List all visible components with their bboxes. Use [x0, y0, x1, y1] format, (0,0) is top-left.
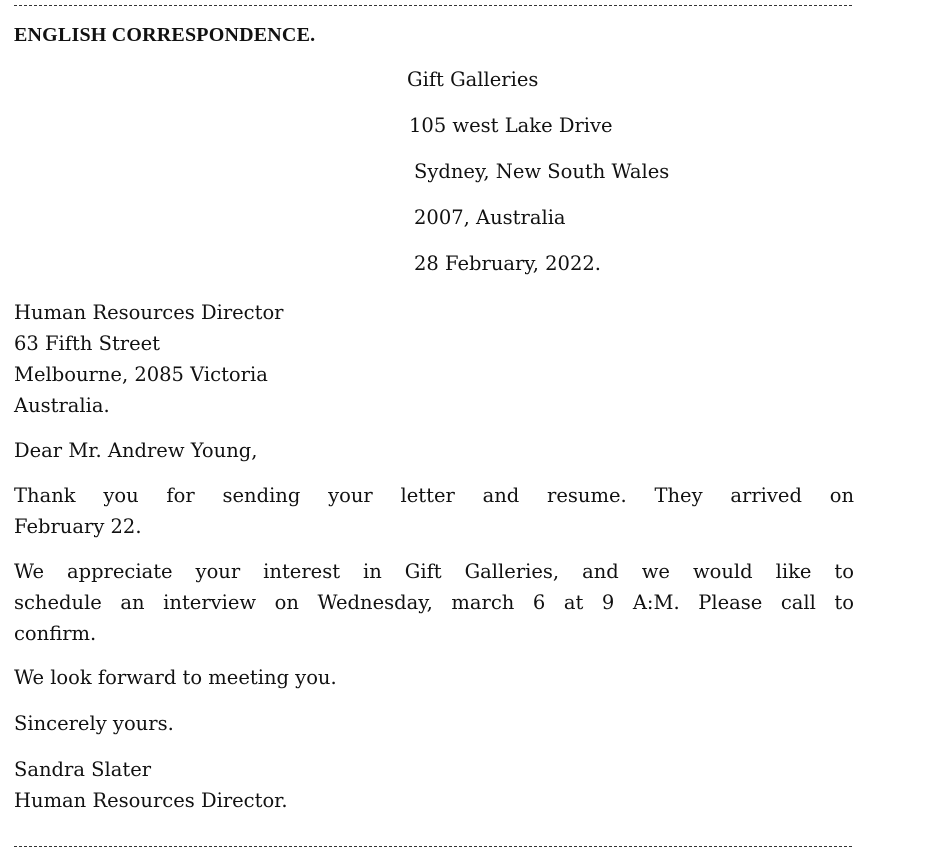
recipient-title: Human Resources Director	[14, 301, 284, 324]
sender-company: Gift Galleries	[407, 68, 539, 91]
signature-name: Sandra Slater	[14, 758, 152, 781]
salutation: Dear Mr. Andrew Young,	[14, 439, 258, 462]
document-heading: ENGLISH CORRESPONDENCE.	[14, 24, 316, 46]
sender-address-block	[407, 66, 669, 296]
top-dashed-divider	[14, 5, 852, 6]
signature-block	[14, 754, 854, 816]
recipient-address-block	[14, 297, 284, 421]
body-paragraph-2-line-2: schedule an interview on Wednesday, march 6 at 9 A:M. Please call to	[14, 591, 854, 614]
letter-date: 28 February, 2022.	[414, 252, 601, 275]
closing: Sincerely yours.	[14, 712, 174, 735]
body-paragraph-1-line-1: Thank you for sending your letter and resume. They arrived on	[14, 484, 854, 507]
bottom-dashed-divider	[14, 846, 852, 847]
recipient-country: Australia.	[14, 394, 110, 417]
recipient-city: Melbourne, 2085 Victoria	[14, 363, 268, 386]
body-paragraph-2-line-3: confirm.	[14, 622, 97, 645]
body-paragraph-1-line-2: February 22.	[14, 515, 142, 538]
recipient-street: 63 Fifth Street	[14, 332, 161, 355]
body-paragraph-3: We look forward to meeting you.	[14, 666, 337, 689]
sender-postcode-country: 2007, Australia	[414, 206, 566, 229]
signature-title: Human Resources Director.	[14, 789, 288, 812]
body-paragraph-1	[14, 480, 854, 542]
sender-city: Sydney, New South Wales	[414, 160, 670, 183]
body-paragraph-2-line-1: We appreciate your interest in Gift Galleries, and we would like to	[14, 560, 854, 583]
sender-street: 105 west Lake Drive	[409, 114, 613, 137]
body-paragraph-2	[14, 556, 854, 649]
